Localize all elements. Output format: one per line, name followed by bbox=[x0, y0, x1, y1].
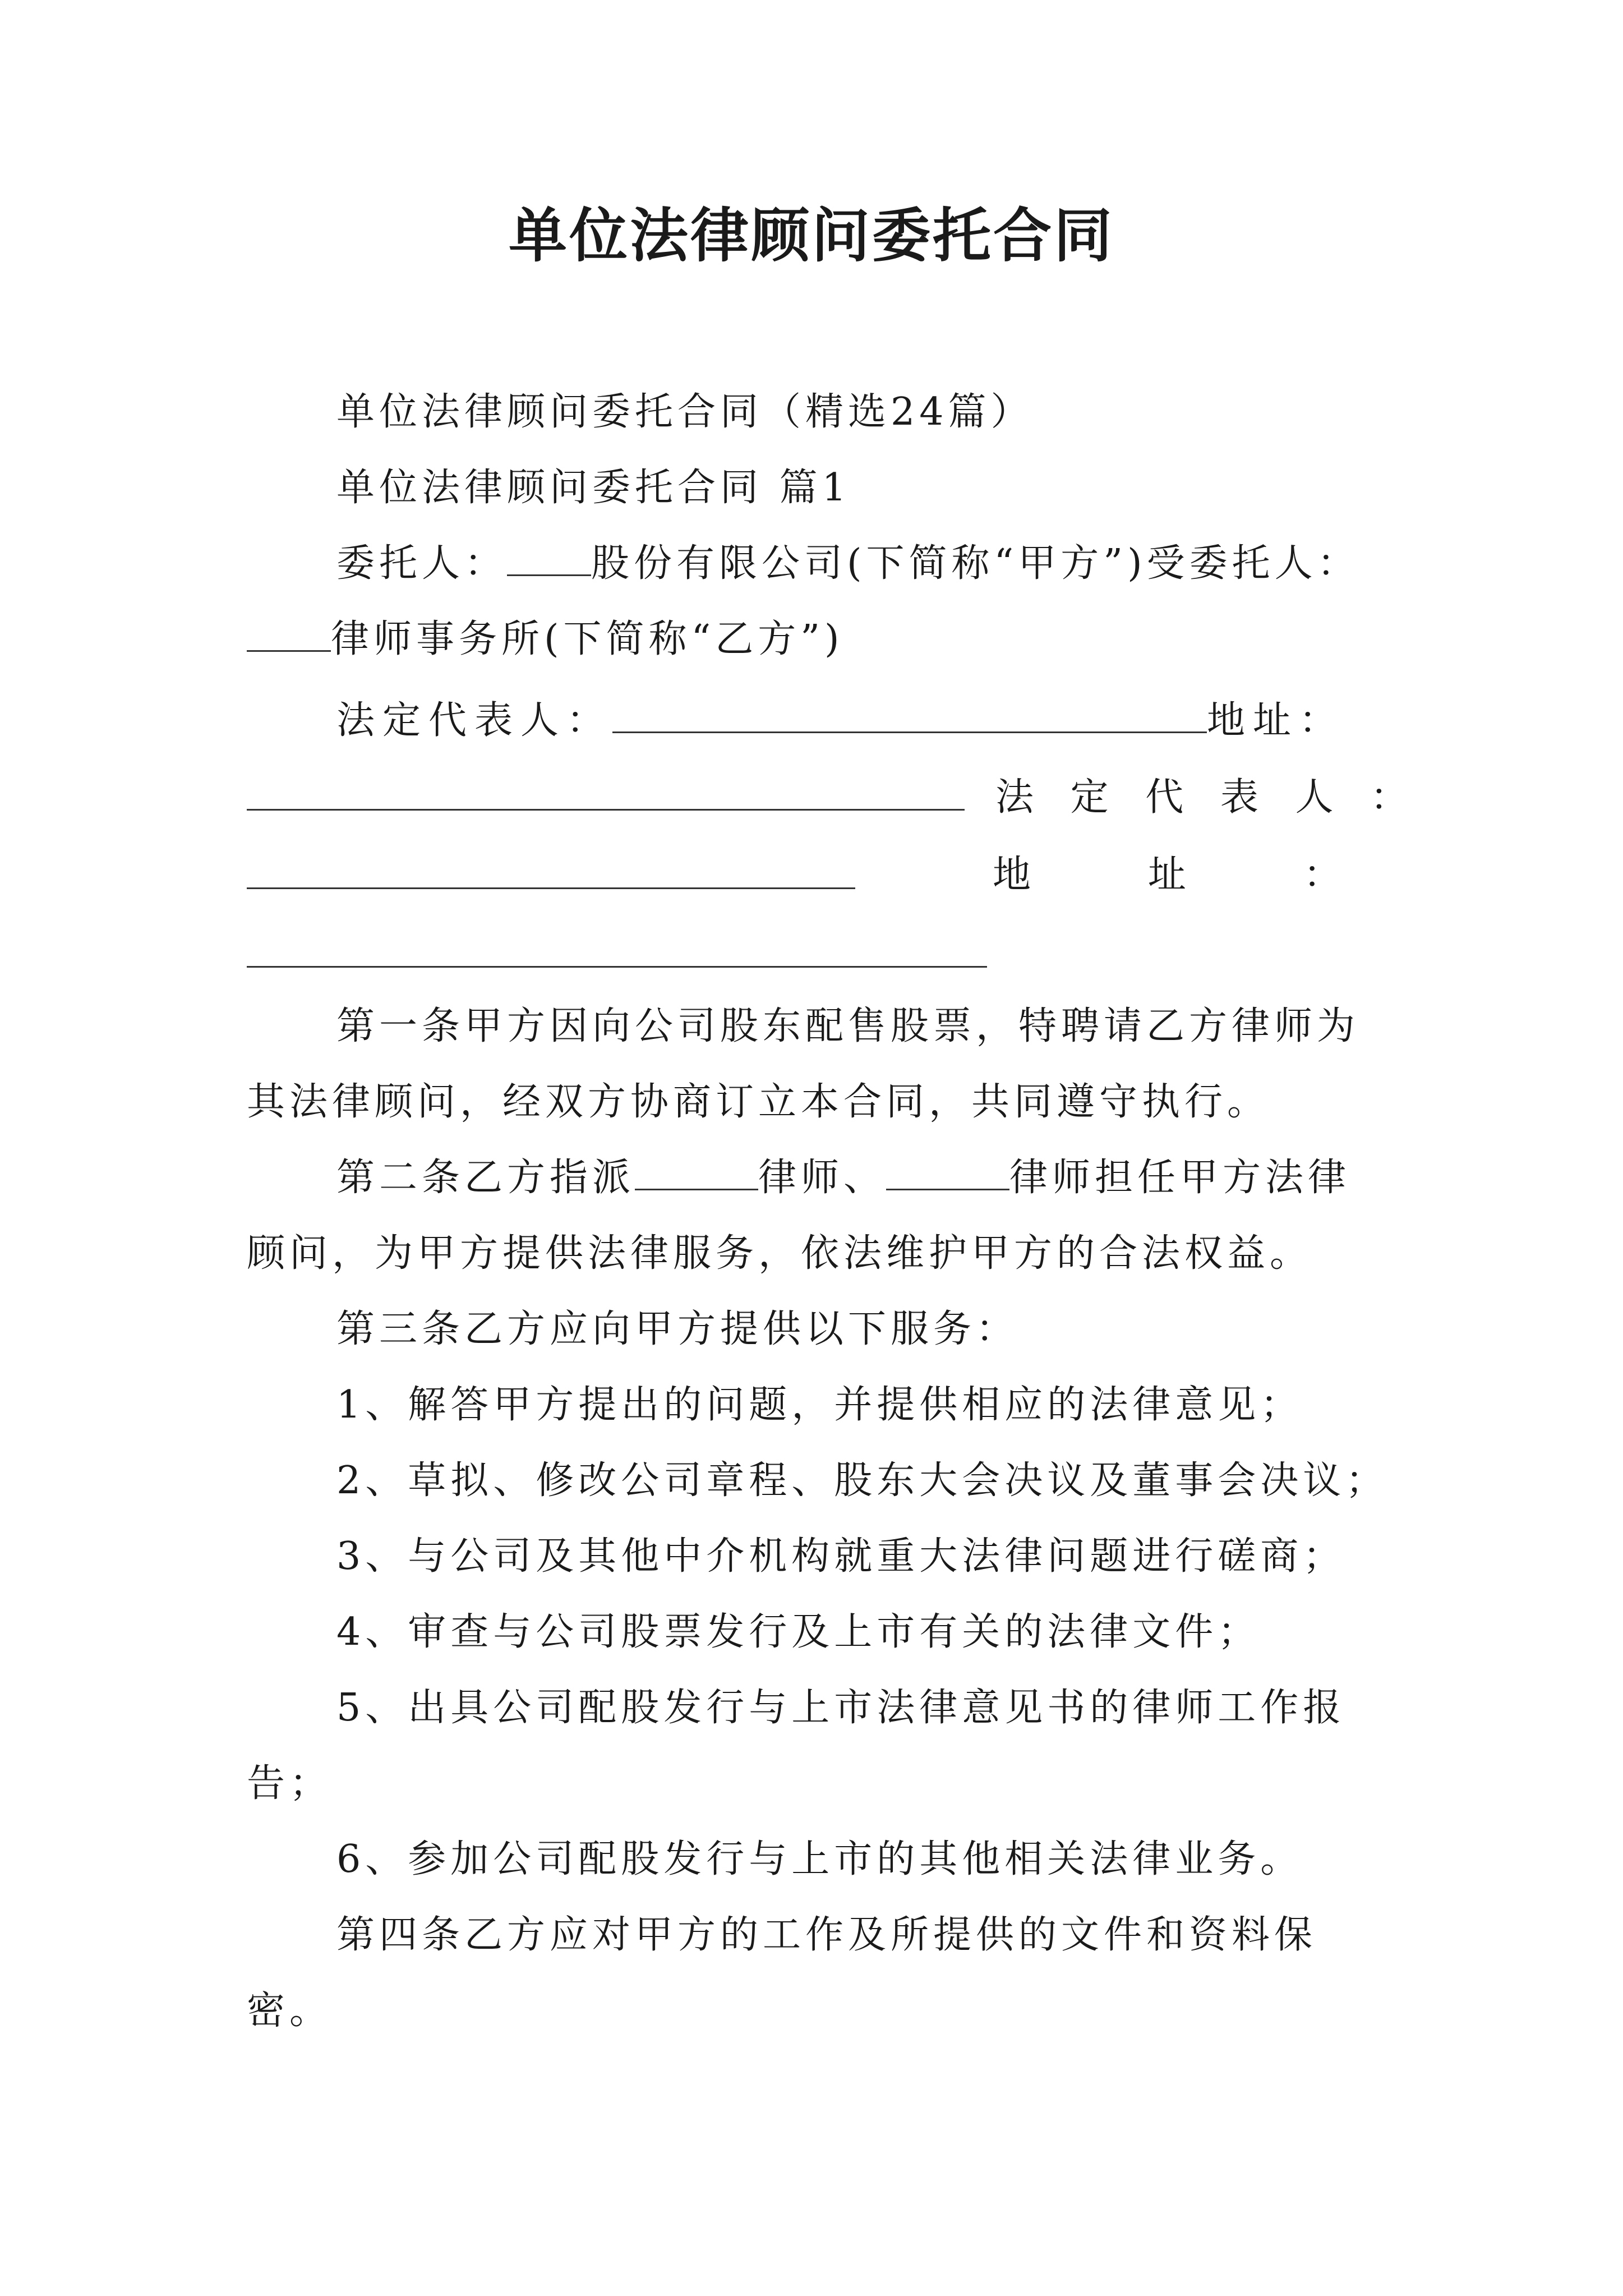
document-title: 单位法律顾问委托合同 bbox=[508, 201, 1114, 270]
principal-company-text: 股份有限公司(下简称“甲方”)受委托人： bbox=[591, 541, 1360, 586]
lawyer-blank-1 bbox=[635, 1154, 758, 1190]
article-2-suffix: 律师担任甲方法律 bbox=[1009, 1156, 1351, 1200]
principal-line bbox=[336, 536, 1486, 592]
principal-label: 委托人： bbox=[336, 541, 508, 586]
address-blank-b bbox=[247, 966, 987, 968]
service-item-1: 1、解答甲方提出的问题，并提供相应的法律意见； bbox=[336, 1383, 1303, 1427]
lawyer-blank-2 bbox=[886, 1154, 1009, 1190]
service-item-4: 4、审查与公司股票发行及上市有关的法律文件； bbox=[336, 1610, 1261, 1654]
subtitle-collection: 单位法律顾问委托合同（精选24篇） bbox=[336, 390, 1034, 434]
agent-firm-text: 律师事务所(下简称“乙方”) bbox=[331, 617, 844, 661]
representative-blank-b bbox=[247, 887, 855, 889]
representative-line-a bbox=[336, 693, 1486, 749]
address-label-a: 地址： bbox=[1207, 698, 1345, 743]
article-4-line-1: 第四条乙方应对甲方的工作及所提供的文件和资料保 bbox=[336, 1913, 1317, 1957]
service-item-3: 3、与公司及其他中介机构就重大法律问题进行磋商； bbox=[336, 1534, 1346, 1579]
article-2-mid: 律师、 bbox=[758, 1156, 887, 1200]
agent-line bbox=[247, 611, 1396, 668]
service-item-5-line-1: 5、出具公司配股发行与上市法律意见书的律师工作报 bbox=[336, 1686, 1346, 1730]
article-1-line-1: 第一条甲方因向公司股东配售股票，特聘请乙方律师为 bbox=[336, 1004, 1360, 1048]
article-3-heading: 第三条乙方应向甲方提供以下服务： bbox=[336, 1307, 1019, 1351]
representative-label-b: 法 定 代 表 人 ： bbox=[995, 775, 1421, 820]
article-2-prefix: 第二条乙方指派 bbox=[336, 1156, 635, 1200]
representative-label-a: 法定代表人： bbox=[336, 698, 613, 743]
service-item-2: 2、草拟、修改公司章程、股东大会决议及董事会决议； bbox=[336, 1458, 1389, 1503]
address-label-b: 地 址 ： bbox=[993, 853, 1344, 897]
principal-blank bbox=[507, 540, 591, 576]
representative-blank-a bbox=[612, 697, 1207, 733]
article-1-line-2: 其法律顾问，经双方协商订立本合同，共同遵守执行。 bbox=[247, 1080, 1270, 1124]
article-4-line-2: 密。 bbox=[247, 1989, 333, 2033]
address-blank-a bbox=[247, 809, 965, 811]
article-2-line-2: 顾问，为甲方提供法律服务，依法维护甲方的合法权益。 bbox=[247, 1231, 1313, 1276]
subtitle-part-1: 单位法律顾问委托合同 篇1 bbox=[336, 466, 851, 510]
agent-blank bbox=[247, 615, 331, 652]
service-item-5-line-2: 告； bbox=[247, 1761, 333, 1806]
service-item-6: 6、参加公司配股发行与上市的其他相关法律业务。 bbox=[336, 1837, 1303, 1881]
article-2-line-1 bbox=[336, 1150, 1486, 1206]
